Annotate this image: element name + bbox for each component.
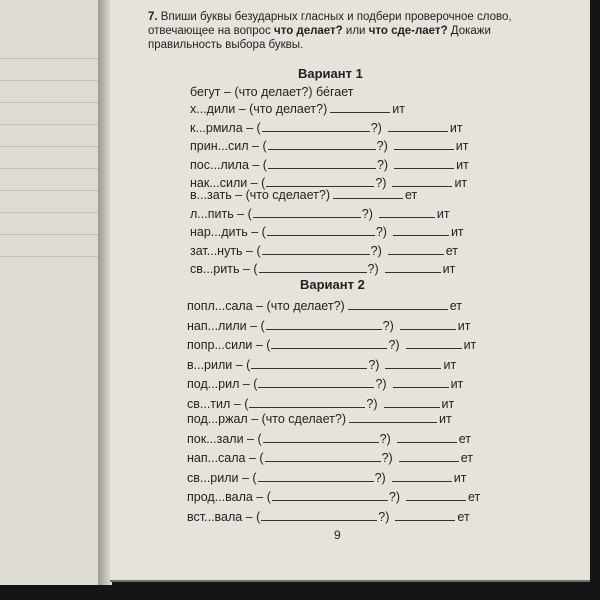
answer-blank[interactable]: [249, 395, 365, 408]
check-word-blank[interactable]: [395, 508, 455, 521]
exercise-word: в...рили – (: [187, 357, 251, 372]
word-ending: ит: [463, 338, 477, 352]
variant1-title: Вариант 1: [298, 66, 363, 81]
exercise-row: [190, 137, 468, 154]
check-word-blank[interactable]: [348, 297, 448, 310]
answer-blank[interactable]: [272, 488, 388, 501]
word-ending: ит: [456, 157, 469, 172]
exercise-word: х...дили – (что делает?): [190, 102, 328, 116]
exercise-row: [187, 317, 471, 334]
question-mark-close: ?): [388, 338, 400, 352]
check-word-blank[interactable]: [385, 356, 441, 369]
question-mark-close: ?): [382, 318, 394, 333]
exercise-row: [187, 356, 456, 373]
question-mark-close: ?): [379, 431, 391, 446]
left-page-rule: [0, 80, 100, 81]
exercise-word: попл...сала – (что делает?): [187, 299, 345, 313]
check-word-blank[interactable]: [399, 449, 459, 462]
check-word-blank[interactable]: [393, 223, 449, 236]
check-word-blank[interactable]: [384, 395, 440, 408]
exercise-word: пос...лила – (: [190, 157, 267, 172]
task-question-2: что сде-лает?: [368, 25, 448, 37]
question-mark-close: ?): [370, 120, 382, 135]
exercise-row: [190, 205, 450, 222]
check-word-blank[interactable]: [333, 186, 403, 199]
exercise-word: прод...вала – (: [187, 490, 271, 504]
word-ending: ит: [439, 412, 452, 426]
word-ending: ит: [454, 176, 468, 190]
exercise-word: зат...нуть – (: [190, 243, 261, 258]
exercise-row: [190, 242, 458, 259]
word-ending: ет: [457, 509, 470, 524]
exercise-row: [187, 297, 462, 314]
answer-blank[interactable]: [265, 449, 381, 462]
word-ending: ет: [468, 490, 481, 504]
check-word-blank[interactable]: [349, 410, 437, 423]
exercise-word: св...рить – (: [190, 262, 258, 276]
question-mark-close: ?): [370, 243, 382, 258]
exercise-word: прин...сил – (: [190, 139, 267, 153]
exercise-word: вст...вала – (: [187, 509, 261, 524]
exercise-word: в...зать – (что сделает?): [190, 188, 330, 202]
exercise-row: [190, 223, 464, 240]
task-text-1: Впиши буквы безударных гласных и подбери проверочное слово, отвечающее на вопрос: [148, 11, 512, 37]
answer-blank[interactable]: [261, 508, 377, 521]
task-text-3: Докажи правильность выбора буквы.: [148, 25, 491, 51]
check-word-blank[interactable]: [394, 137, 454, 150]
exercise-row: [190, 260, 455, 277]
word-ending: ит: [453, 470, 467, 485]
left-page-rule: [0, 102, 100, 103]
variant1-example: бегут – (что делает?) бе́гает: [190, 85, 354, 99]
left-page-rule: [0, 124, 100, 125]
exercise-word: св...тил – (: [187, 396, 249, 411]
check-word-blank[interactable]: [388, 242, 444, 255]
left-page: [0, 0, 101, 585]
left-page-rule: [0, 256, 100, 257]
word-ending: ит: [443, 357, 457, 372]
word-ending: ит: [392, 102, 405, 116]
exercise-row: [190, 156, 469, 173]
left-page-rule: [0, 168, 100, 169]
task-instruction: [148, 10, 523, 52]
question-mark-close: ?): [378, 509, 390, 524]
exercise-row: [190, 100, 405, 117]
answer-blank[interactable]: [262, 119, 370, 132]
word-ending: ит: [450, 377, 464, 391]
exercise-row: [190, 119, 463, 136]
question-mark-close: ?): [361, 206, 373, 221]
exercise-word: нап...сала – (: [187, 451, 264, 465]
exercise-word: к...рмила – (: [190, 120, 261, 135]
exercise-row: [190, 186, 417, 203]
answer-blank[interactable]: [251, 356, 367, 369]
exercise-word: под...ржал – (что сделает?): [187, 412, 347, 426]
answer-blank[interactable]: [268, 137, 376, 150]
question-mark-close: ?): [367, 262, 379, 276]
variant2-title: Вариант 2: [300, 277, 365, 292]
question-mark-close: ?): [376, 157, 389, 172]
check-word-blank[interactable]: [406, 336, 462, 349]
left-page-rule: [0, 190, 100, 191]
exercise-word: л...пить – (: [190, 206, 252, 221]
exercise-row: [187, 430, 471, 447]
exercise-word: под...рил – (: [187, 377, 258, 391]
question-mark-close: ?): [375, 176, 387, 190]
word-ending: ет: [460, 451, 473, 465]
question-mark-close: ?): [368, 357, 380, 372]
exercise-row: [187, 508, 470, 525]
word-ending: ет: [449, 299, 462, 313]
check-word-blank[interactable]: [397, 430, 457, 443]
exercise-row: [187, 336, 476, 353]
word-ending: ит: [450, 225, 464, 239]
answer-blank[interactable]: [253, 205, 361, 218]
question-mark-close: ?): [376, 139, 388, 153]
question-mark-close: ?): [388, 490, 400, 504]
question-mark-close: ?): [374, 470, 386, 485]
check-word-blank[interactable]: [406, 488, 466, 501]
task-text-2: или: [345, 25, 366, 37]
word-ending: ит: [455, 139, 469, 153]
question-mark-close: ?): [381, 451, 393, 465]
exercise-row: [187, 395, 454, 412]
word-ending: ит: [441, 396, 455, 411]
left-page-rule: [0, 146, 100, 147]
page-number: 9: [334, 528, 341, 542]
exercise-row: [187, 410, 452, 427]
word-ending: ит: [442, 262, 456, 276]
word-ending: ет: [445, 243, 459, 258]
check-word-blank[interactable]: [392, 469, 452, 482]
answer-blank[interactable]: [258, 375, 374, 388]
left-page-rule: [0, 58, 100, 59]
check-word-blank[interactable]: [393, 375, 449, 388]
exercise-row: [187, 375, 463, 392]
exercise-word: пок...зали – (: [187, 431, 262, 446]
word-ending: ит: [449, 120, 463, 135]
answer-blank[interactable]: [262, 242, 370, 255]
exercise-word: св...рили – (: [187, 470, 257, 485]
question-mark-close: ?): [375, 225, 387, 239]
task-number: 7.: [148, 11, 158, 23]
left-page-rule: [0, 234, 100, 235]
answer-blank[interactable]: [259, 260, 367, 273]
exercise-row: [187, 469, 466, 486]
answer-blank[interactable]: [263, 430, 379, 443]
task-question-1: что делает?: [274, 25, 343, 37]
check-word-blank[interactable]: [394, 156, 454, 169]
exercise-word: нап...лили – (: [187, 318, 265, 333]
check-word-blank[interactable]: [385, 260, 441, 273]
exercise-row: [187, 449, 473, 466]
answer-blank[interactable]: [267, 223, 375, 236]
check-word-blank[interactable]: [400, 317, 456, 330]
check-word-blank[interactable]: [379, 205, 435, 218]
question-mark-close: ?): [375, 377, 387, 391]
question-mark-close: ?): [366, 396, 378, 411]
word-ending: ет: [458, 431, 472, 446]
exercise-word: нак...сили – (: [190, 176, 266, 190]
answer-blank[interactable]: [268, 156, 376, 169]
check-word-blank[interactable]: [388, 119, 448, 132]
exercise-row: [187, 488, 480, 505]
word-ending: ит: [457, 318, 471, 333]
check-word-blank[interactable]: [330, 100, 390, 113]
answer-blank[interactable]: [271, 336, 387, 349]
left-page-rule: [0, 212, 100, 213]
answer-blank[interactable]: [266, 317, 382, 330]
exercise-word: попр...сили – (: [187, 338, 271, 352]
answer-blank[interactable]: [258, 469, 374, 482]
word-ending: ет: [405, 188, 418, 202]
exercise-word: нар...дить – (: [190, 225, 266, 239]
word-ending: ит: [436, 206, 450, 221]
